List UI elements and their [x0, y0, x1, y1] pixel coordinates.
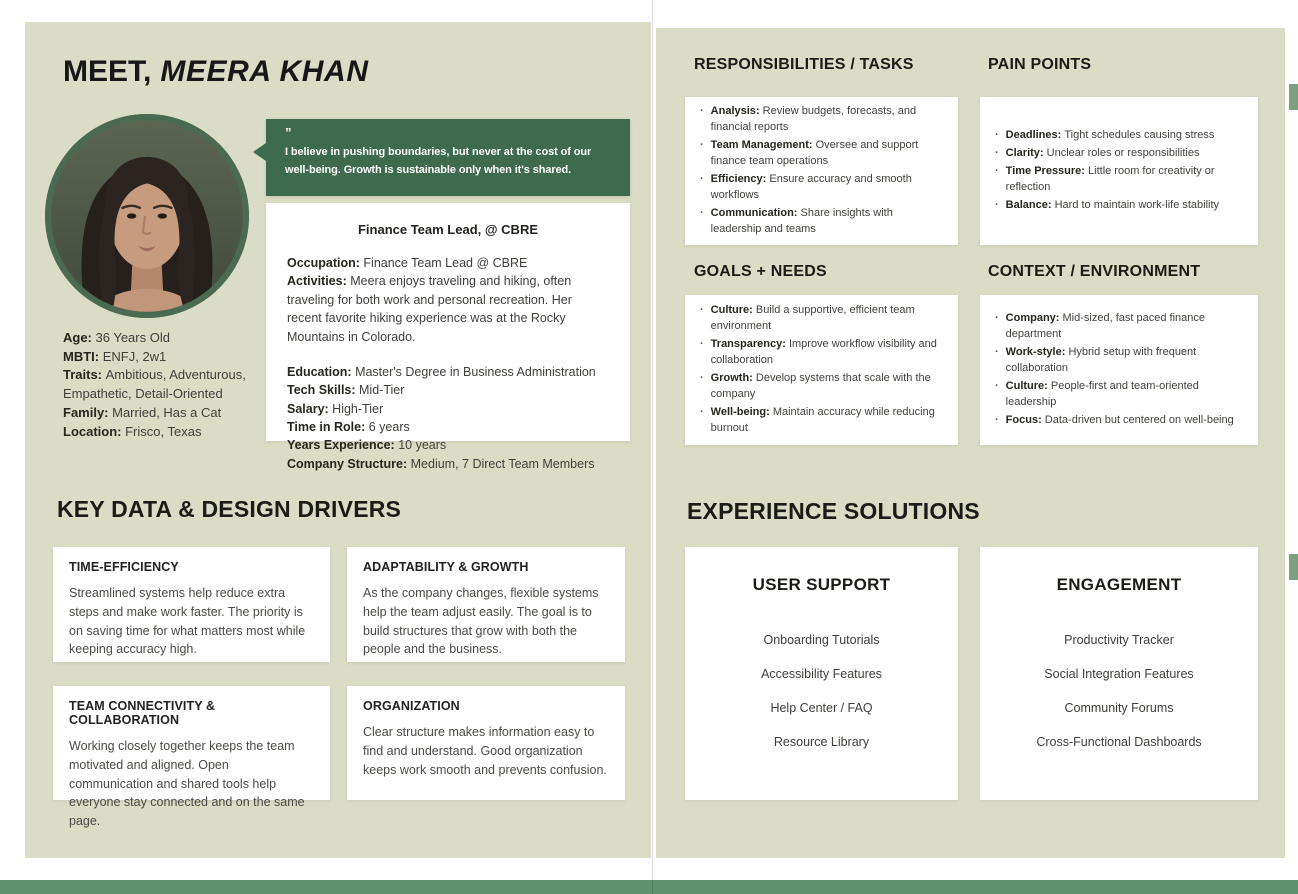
key-data-card-title: TIME-EFFICIENCY: [69, 560, 179, 574]
detail-line: Tech Skills: Mid-Tier: [287, 383, 405, 398]
bullet-dot-icon: ·: [995, 129, 999, 142]
bullet-dot-icon: ·: [995, 379, 999, 392]
bullet-dot-icon: ·: [995, 413, 999, 426]
detail-line: Time in Role: 6 years: [287, 420, 410, 434]
bullet-item: · Company: Mid-sized, fast paced finance department: [995, 311, 1245, 343]
engagement-items: [990, 633, 1248, 749]
bullet-dot-icon: ·: [995, 165, 999, 178]
artboard-details: [656, 28, 1285, 858]
pain-points-card: [980, 97, 1258, 245]
detail-line: Company Structure: Medium, 7 Direct Team Members: [287, 456, 595, 471]
bullet-item: · Balance: Hard to maintain work-life stability: [995, 198, 1245, 214]
title-name: MEERA KHAN: [160, 55, 369, 88]
key-data-card-title: TEAM CONNECTIVITY & COLLABORATION: [69, 699, 216, 727]
bullet-dot-icon: ·: [995, 312, 999, 325]
bullet-dot-icon: ·: [700, 139, 704, 152]
adjacent-artboard-sliver: [1289, 554, 1298, 580]
bullet-item: · Analysis: Review budgets, forecasts, and financial reports: [700, 104, 945, 136]
detail-line: Years Experience: 10 years: [287, 438, 447, 453]
bullet-item: · Clarity: Unclear roles or responsibilities: [995, 146, 1245, 162]
bullet-item: · Culture: Build a supportive, efficient team environment: [700, 303, 945, 335]
bullet-item: · Time Pressure: Little room for creativity or reflection: [995, 164, 1245, 196]
quote-bubble: [266, 119, 630, 196]
solution-item: Onboarding Tutorials: [763, 633, 880, 647]
bullet-item: · Deadlines: Tight schedules causing stress: [995, 128, 1245, 144]
key-data-card-text: Working closely together keeps the team motivated and aligned. Open communication and shared tools help everyone stay connected and on the same page.: [69, 739, 305, 828]
speech-tail-icon: [253, 143, 266, 161]
artboard-persona: [25, 22, 651, 858]
bullet-dot-icon: ·: [995, 346, 999, 359]
engagement-card-title: ENGAGEMENT: [1056, 575, 1182, 594]
solution-item: Productivity Tracker: [1064, 633, 1174, 647]
page-title: [63, 55, 369, 89]
bullet-dot-icon: ·: [700, 372, 704, 384]
detail-line: Activities: Meera enjoys traveling and hiking, often traveling for both work and personal recreation. Her recent favorite hiking experience was at the Rocky Mountains in Colorado.: [287, 274, 572, 344]
bullet-dot-icon: ·: [995, 147, 999, 160]
adjacent-artboard-sliver: [1289, 84, 1298, 110]
engagement-card: [980, 547, 1258, 800]
bullet-item: · Team Management: Oversee and support finance team operations: [700, 138, 945, 170]
bio-lines: [287, 254, 609, 346]
quote-text: I believe in pushing boundaries, but never at the cost of our well-being. Growth is sustainable only when it's shared.: [285, 146, 592, 176]
avatar-photo: [45, 114, 249, 318]
experience-section-title: EXPERIENCE SOLUTIONS: [687, 498, 980, 524]
bullet-item: · Work-style: Hybrid setup with frequent collaboration: [995, 345, 1245, 377]
bullet-dot-icon: ·: [700, 173, 704, 185]
quote-mark-icon: ”: [285, 125, 292, 140]
bullet-item: · Focus: Data-driven but centered on well-being: [995, 413, 1245, 429]
solution-item: Accessibility Features: [761, 667, 882, 681]
detail-line: Location: Frisco, Texas: [63, 423, 202, 439]
detail-line: MBTI: ENFJ, 2w1: [63, 348, 167, 364]
key-data-card: [53, 686, 330, 828]
solution-item: Cross-Functional Dashboards: [1036, 735, 1202, 749]
bottom-accent-bar: [0, 880, 1298, 894]
user-support-card: [685, 547, 958, 800]
title-prefix: MEET,: [63, 55, 152, 88]
key-data-card-text: Streamlined systems help reduce extra steps and make work faster. The priority is on saving time for what matters most while keeping accuracy high.: [69, 586, 306, 657]
key-data-card: [347, 547, 625, 662]
key-data-card-title: ORGANIZATION: [363, 699, 460, 713]
bullet-dot-icon: ·: [700, 405, 704, 418]
goals-card: [685, 295, 958, 445]
bullet-item: · Culture: People-first and team-oriented leadership: [995, 379, 1245, 411]
detail-line: Family: Married, Has a Cat: [63, 404, 222, 420]
bullet-item: · Transparency: Improve workflow visibility and collaboration: [700, 337, 945, 369]
bullet-dot-icon: ·: [700, 105, 704, 118]
context-section-title: CONTEXT / ENVIRONMENT: [988, 263, 1201, 280]
personal-details: [63, 329, 268, 441]
key-data-card: [347, 686, 625, 800]
detail-line: Salary: High-Tier: [287, 401, 384, 416]
pain-points-section-title: PAIN POINTS: [988, 56, 1092, 73]
key-data-section-title: KEY DATA & DESIGN DRIVERS: [57, 496, 402, 522]
bullet-item: · Efficiency: Ensure accuracy and smooth workflows: [700, 172, 945, 204]
detail-line: Traits: Ambitious, Adventurous, Empathetic, Detail-Oriented: [63, 367, 246, 402]
bio-facts: [287, 363, 609, 473]
bullet-dot-icon: ·: [700, 304, 704, 317]
solution-item: Help Center / FAQ: [770, 701, 873, 715]
bullet-dot-icon: ·: [700, 206, 704, 219]
key-data-card: [53, 547, 330, 662]
user-support-card-title: USER SUPPORT: [752, 575, 891, 594]
solution-item: Resource Library: [773, 735, 870, 749]
bullet-item: · Well-being: Maintain accuracy while reducing burnout: [700, 405, 945, 437]
bullet-dot-icon: ·: [995, 198, 999, 211]
bio-card-title: Finance Team Lead, @ CBRE: [357, 222, 539, 237]
solution-item: Community Forums: [1064, 701, 1174, 715]
avatar: [45, 114, 249, 318]
key-data-card-title: ADAPTABILITY & GROWTH: [363, 560, 529, 574]
bullet-dot-icon: ·: [700, 338, 704, 351]
detail-line: Age: 36 Years Old: [63, 330, 170, 345]
key-data-card-text: As the company changes, flexible systems help the team adjust easily. The goal is to build structures that grow with both the people and the business.: [363, 586, 599, 657]
responsibilities-card: [685, 97, 958, 245]
bullet-item: · Growth: Develop systems that scale with the company: [700, 371, 945, 403]
bio-card: [266, 203, 630, 471]
detail-line: Education: Master's Degree in Business Administration: [287, 364, 596, 379]
bullet-item: · Communication: Share insights with leadership and teams: [700, 206, 945, 238]
context-card: [980, 295, 1258, 445]
goals-section-title: GOALS + NEEDS: [694, 263, 827, 280]
key-data-card-text: Clear structure makes information easy to find and understand. Good organization keeps work smooth and prevents confusion.: [363, 725, 607, 777]
responsibilities-section-title: RESPONSIBILITIES / TASKS: [694, 56, 914, 73]
canvas-divider-line: [652, 0, 653, 894]
user-support-items: [695, 633, 948, 749]
detail-line: Occupation: Finance Team Lead @ CBRE: [287, 256, 528, 270]
solution-item: Social Integration Features: [1044, 667, 1194, 681]
